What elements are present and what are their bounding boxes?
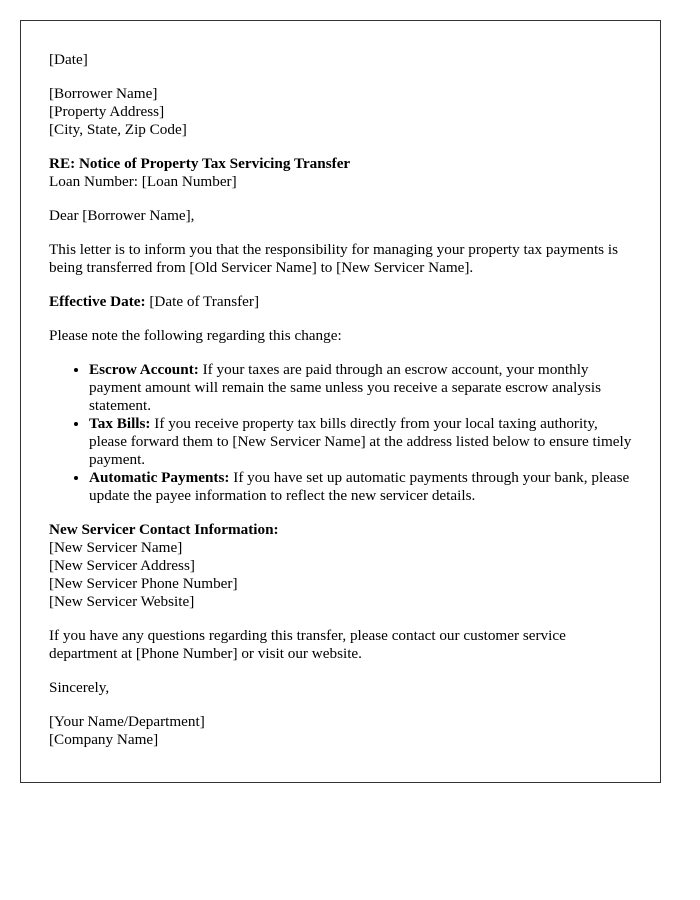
- loan-number: Loan Number: [Loan Number]: [49, 173, 237, 190]
- salutation: Dear [Borrower Name],: [49, 207, 195, 224]
- signature-block: [49, 713, 632, 749]
- signoff: Sincerely,: [49, 679, 110, 696]
- subject-re-line: RE: Notice of Property Tax Servicing Transfer: [49, 155, 351, 172]
- closing-paragraph: If you have any questions regarding this transfer, please contact our customer service department at [Phone Number] or visit our website.: [49, 627, 566, 662]
- contact-heading: New Servicer Contact Information:: [49, 521, 279, 538]
- letter-date: [Date]: [49, 51, 88, 68]
- list-item: [89, 469, 632, 505]
- contact-servicer-phone: [New Servicer Phone Number]: [49, 575, 238, 592]
- notes-list: [49, 361, 632, 505]
- recipient-address: [Property Address]: [49, 103, 165, 120]
- recipient-block: [49, 85, 632, 139]
- contact-block: [49, 521, 632, 611]
- note-label-escrow: Escrow Account:: [89, 361, 199, 378]
- contact-servicer-name: [New Servicer Name]: [49, 539, 183, 556]
- effective-date-value: [Date of Transfer]: [145, 293, 260, 310]
- letter: [20, 20, 661, 783]
- effective-date-label: Effective Date:: [49, 293, 146, 310]
- effective-date: [49, 293, 632, 311]
- contact-servicer-website: [New Servicer Website]: [49, 593, 195, 610]
- intro-paragraph: This letter is to inform you that the responsibility for managing your property tax payments is being transferred from [Old Servicer Name] to [New Servicer Name].: [49, 241, 619, 276]
- list-item: [89, 415, 632, 469]
- list-item: [89, 361, 632, 415]
- note-text-escrow: If your taxes are paid through an escrow account, your monthly payment amount will remain the same unless you receive a separate escrow analysis statement.: [89, 361, 601, 414]
- note-label-tax-bills: Tax Bills:: [89, 415, 151, 432]
- notes-intro: Please note the following regarding this change:: [49, 327, 342, 344]
- signature-name-department: [Your Name/Department]: [49, 713, 205, 730]
- signature-company: [Company Name]: [49, 731, 159, 748]
- note-label-automatic-payments: Automatic Payments:: [89, 469, 230, 486]
- note-text-automatic-payments: If you have set up automatic payments through your bank, please update the payee information to reflect the new servicer details.: [89, 469, 630, 504]
- recipient-city-state-zip: [City, State, Zip Code]: [49, 121, 187, 138]
- recipient-name: [Borrower Name]: [49, 85, 158, 102]
- note-text-tax-bills: If you receive property tax bills directly from your local taxing authority, please forward them to [New Servicer Name] at the address listed below to ensure timely payment.: [89, 415, 632, 468]
- contact-servicer-address: [New Servicer Address]: [49, 557, 195, 574]
- subject-block: [49, 155, 632, 191]
